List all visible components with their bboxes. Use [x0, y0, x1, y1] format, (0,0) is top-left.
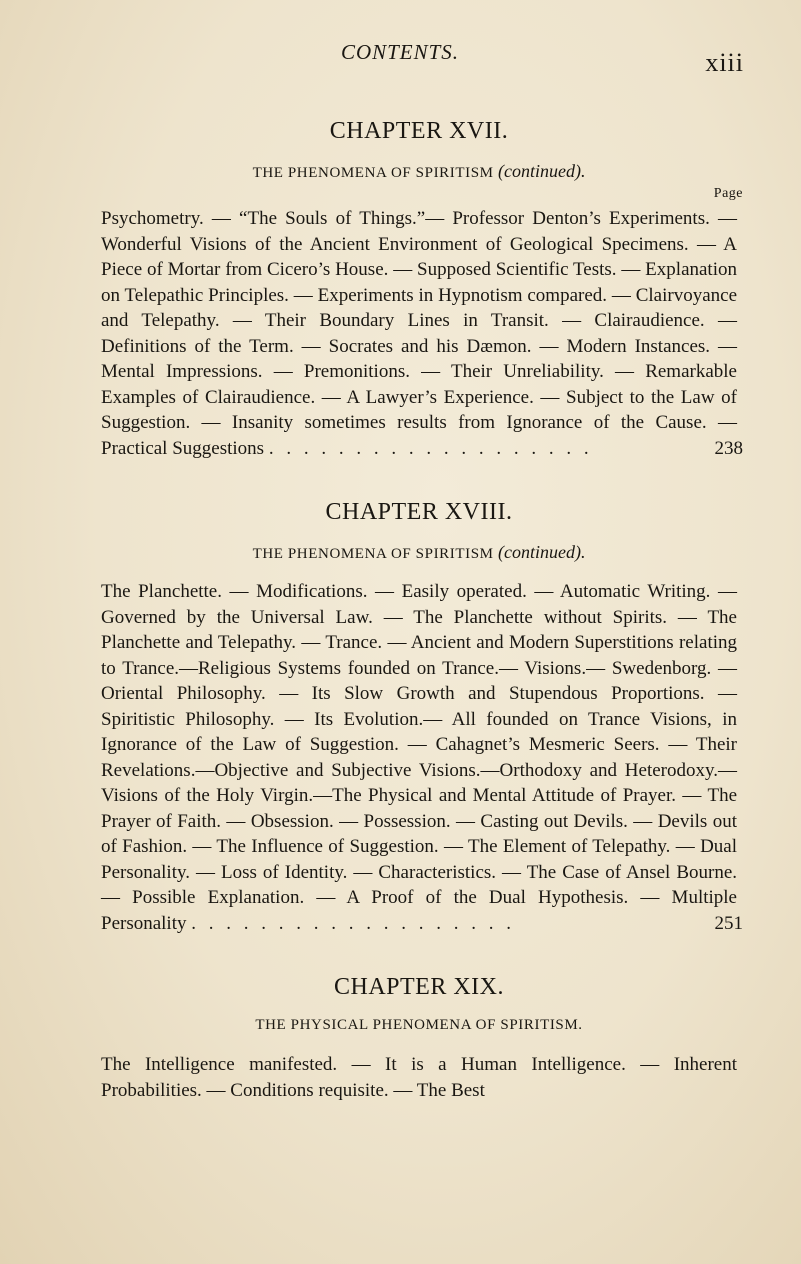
chapter-subtitle	[101, 161, 737, 182]
chapter-xviii-entry	[101, 499, 743, 936]
chapter-subtitle-note: (continued).	[497, 542, 586, 562]
chapter-subtitle-text: THE PHENOMENA OF SPIRITISM	[252, 165, 494, 181]
chapter-summary-text: The Planchette. — Modifications. — Easily operated. — Automatic Writing. — Governed by the Universal Law. — The Planchette without Spirits. — The Planchette and Telepathy. — Trance. — Ancient and Modern Superstitions relating to Trance.—Religious Systems founded on Trance.— Visions.— Swedenborg. — Oriental Philosophy. — Its Slow Growth and Stupendous Proportions. — Spiritistic Philosophy. — Its Evolution.— All founded on Trance Visions, in Ignorance of the Law of Suggestion. — Cahagnet’s Mesmeric Seers. — Their Revelations.—Objective and Subjective Visions.—Orthodoxy and Heterodoxy.—Visions of the Holy Virgin.—The Physical and Mental Attitude of Prayer. — The Prayer of Faith. — Obsession. — Possession. — Casting out Devils. — Devils out of Fashion. — The Influence of Suggestion. — The Element of Telepathy. — Dual Personality. — Loss of Identity. — Characteristics. — The Case of Ansel Bourne. — Possible Explanation. — A Proof of the Dual Hypothesis. — Multiple Personality	[101, 581, 737, 934]
chapter-subtitle-text: THE PHENOMENA OF SPIRITISM	[252, 546, 494, 562]
page-column-label: Page	[713, 186, 743, 201]
chapter-summary	[101, 579, 743, 936]
chapter-summary	[101, 1052, 737, 1103]
chapter-summary-text: The Intelligence manifested. — It is a Human Intelligence. — Inherent Probabilities. — Conditions requisite. — The Best	[101, 1054, 737, 1101]
contents-body	[101, 118, 743, 1103]
page-number: xiii	[705, 48, 744, 77]
chapter-summary-text: Psychometry. — “The Souls of Things.”— Professor Denton’s Experiments. — Wonderful Visions of the Ancient Environment of Geological Specimens. — A Piece of Mortar from Cicero’s House. — Supposed Scientific Tests. — Explanation on Telepathic Principles. — Experiments in Hypnotism compared. — Clairvoyance and Telepathy. — Their Boundary Lines in Transit. — Clairaudience. — Definitions of the Term. — Socrates and his Dæmon. — Modern Instances. — Mental Impressions. — Premonitions. — Their Unreliability. — Remarkable Examples of Clairaudience. — A Lawyer’s Experience. — Subject to the Law of Suggestion. — Insanity sometimes results from Ignorance of the Cause. — Practical Suggestions	[101, 208, 737, 459]
chapter-subtitle-text: THE PHYSICAL PHENOMENA OF SPIRITISM.	[255, 1017, 583, 1033]
chapter-xvii-entry	[101, 118, 743, 461]
chapter-heading: CHAPTER XVII.	[329, 118, 509, 144]
chapter-heading: CHAPTER XIX.	[333, 974, 504, 1000]
chapter-subtitle	[101, 1017, 737, 1034]
running-title: CONTENTS.	[340, 40, 460, 64]
chapter-subtitle-note: (continued).	[497, 161, 586, 181]
chapter-xix-entry	[101, 974, 737, 1103]
chapter-subtitle	[101, 542, 737, 563]
chapter-page-ref: 238	[714, 437, 743, 459]
dot-leader: . . . . . . . . . . . . . . . . . . .	[268, 437, 593, 459]
chapter-summary	[101, 206, 743, 461]
dot-leader: . . . . . . . . . . . . . . . . . . .	[191, 912, 515, 934]
running-head	[60, 40, 744, 77]
chapter-page-ref: 251	[714, 912, 743, 934]
chapter-heading: CHAPTER XVIII.	[325, 499, 513, 525]
